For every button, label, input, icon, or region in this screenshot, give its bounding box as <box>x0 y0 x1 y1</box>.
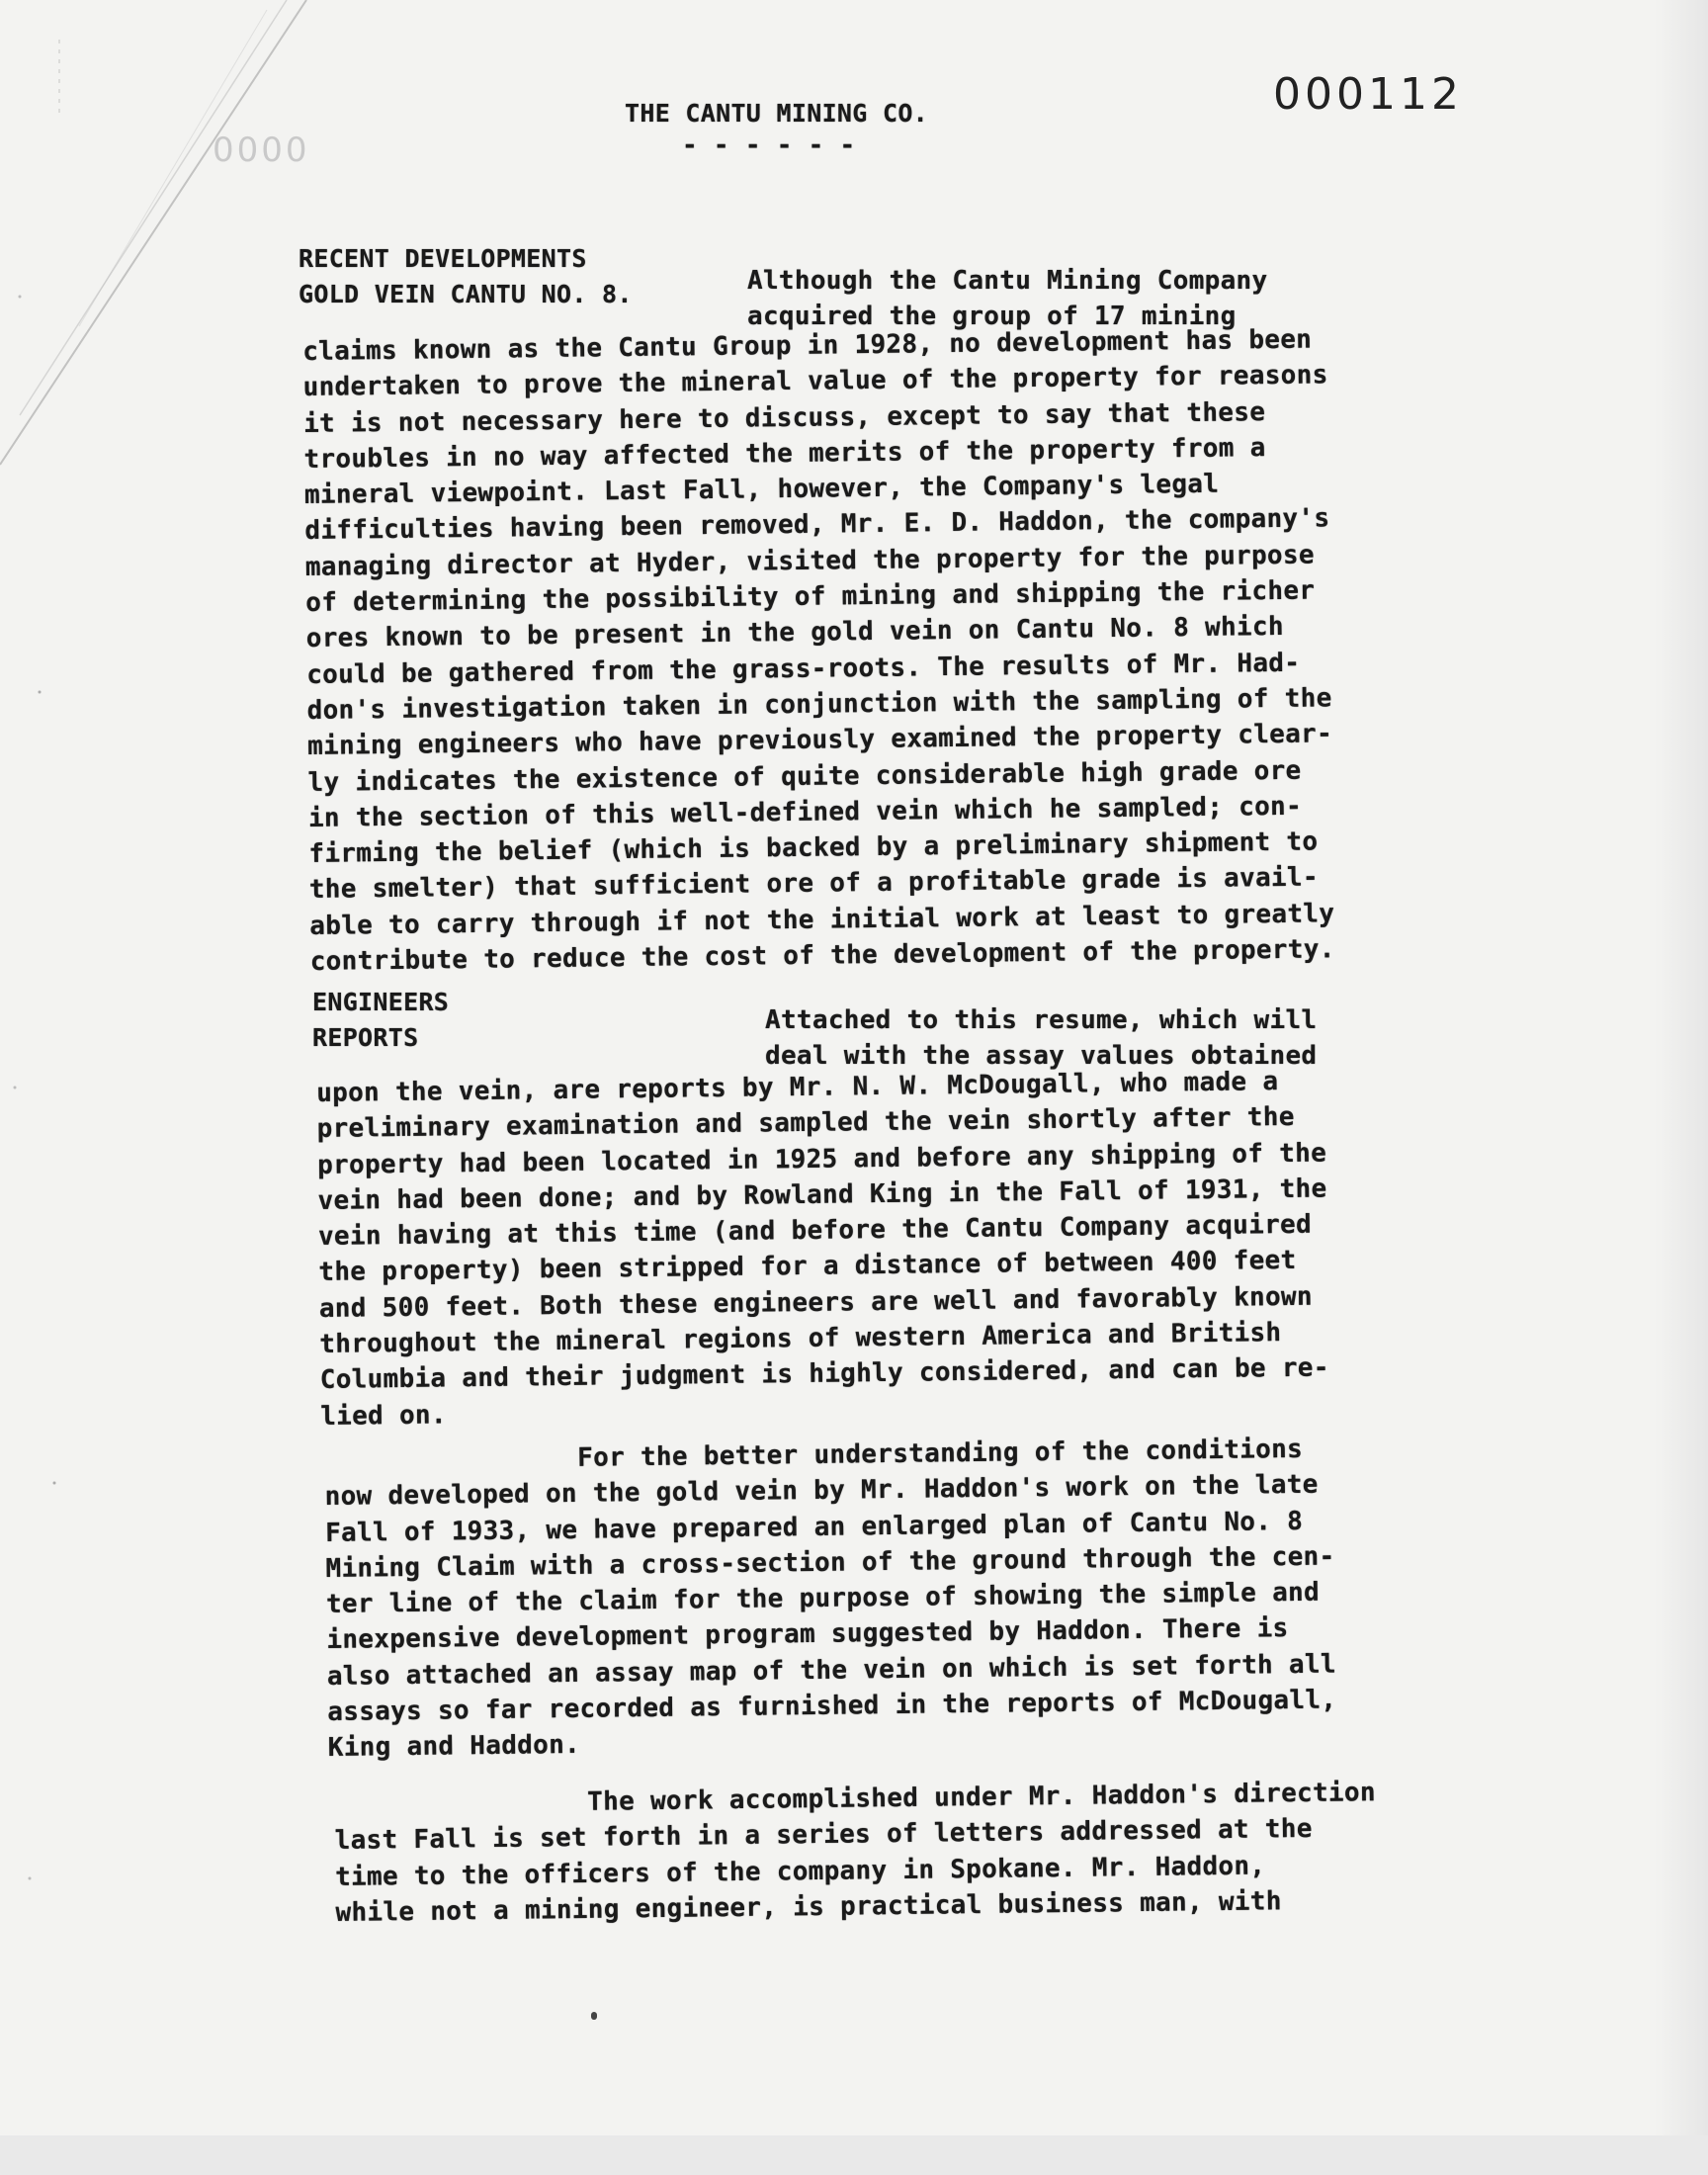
text-line: vein had been done; and by Rowland King in the Fall of 1931, the <box>317 1174 1327 1216</box>
text-line: firming the belief (which is backed by a preliminary shipment to <box>308 826 1319 870</box>
text-line: managing director at Hyder, visited the property for the purpose <box>304 540 1316 582</box>
lead-line: deal with the assay values obtained <box>765 1041 1318 1071</box>
text-line: claims known as the Cantu Group in 1928, no development has been <box>302 324 1313 367</box>
lead-line: acquired the group of 17 mining <box>747 302 1237 331</box>
section1-body <box>302 321 1335 980</box>
text-line: and 500 feet. Both these engineers are well and favorably known <box>318 1281 1314 1324</box>
text-line: Columbia and their judgment is highly considered, and can be re- <box>319 1352 1329 1396</box>
text-line: ter line of the claim for the purpose of showing the simple and <box>325 1577 1321 1620</box>
text-line: ly indicates the existence of quite considerable high grade ore <box>307 755 1302 798</box>
text-line: could be gathered from the grass-roots. The results of Mr. Had- <box>306 648 1301 690</box>
section2-body <box>316 1064 1329 1435</box>
text-line: vein having at this time (and before the Cantu Company acquired <box>317 1209 1313 1253</box>
ink-speck <box>591 2012 597 2020</box>
text-line: King and Haddon. <box>327 1730 581 1764</box>
text-line: the smelter) that sufficient ore of a profitable grade is avail- <box>308 862 1319 906</box>
section-heading-reports: REPORTS <box>312 1023 419 1052</box>
lead-line: Although the Cantu Mining Company <box>747 266 1268 296</box>
lead-line: Attached to this resume, which will <box>765 1005 1318 1035</box>
text-line: troubles in no way affected the merits of the property from a <box>303 432 1266 475</box>
text-line: Fall of 1933, we have prepared an enlarged plan of Cantu No. 8 <box>324 1506 1304 1548</box>
text-line: assays so far recorded as furnished in the reports of McDougall, <box>327 1685 1337 1728</box>
text-line: it is not necessary here to discuss, except to say that these <box>302 396 1266 439</box>
text-line: now developed on the gold vein by Mr. Haddon's work on the late <box>324 1470 1319 1513</box>
title-rule: - - - - - - <box>682 130 856 160</box>
text-line: ores known to be present in the gold vein on Cantu No. 8 which <box>305 612 1284 654</box>
text-line: in the section of this well-defined vein which he sampled; con- <box>307 791 1303 833</box>
section-heading-recent-developments: RECENT DEVELOPMENTS <box>299 244 587 273</box>
text-line: upon the vein, are reports by Mr. N. W. McDougall, who made a <box>316 1067 1279 1108</box>
paper-crease-lines <box>0 0 336 514</box>
text-line: contribute to reduce the cost of the development of the property. <box>309 934 1335 977</box>
text-line: of determining the possibility of mining and shipping the richer <box>305 575 1316 619</box>
text-line: Mining Claim with a cross-section of the ground through the cen- <box>325 1541 1335 1584</box>
page-right-edge <box>1655 0 1708 2175</box>
text-line: property had been located in 1925 and before any shipping of the <box>316 1138 1327 1180</box>
text-line: able to carry through if not the initial work at least to greatly <box>309 899 1335 941</box>
text-line: The work accomplished under Mr. Haddon's direction <box>587 1778 1376 1817</box>
text-line: time to the officers of the company in Spokane. Mr. Haddon, <box>334 1851 1266 1892</box>
text-line: last Fall is set forth in a series of letters addressed at the <box>334 1814 1313 1857</box>
text-line: preliminary examination and sampled the vein shortly after the <box>316 1102 1295 1145</box>
document-number: 000112 <box>1273 69 1463 120</box>
text-line: also attached an assay map of the vein on which is set forth all <box>326 1649 1337 1692</box>
text-line: difficulties having been removed, Mr. E. D. Haddon, the company's <box>304 503 1330 547</box>
paragraph-work-accomplished <box>334 1775 1377 1931</box>
company-title: THE CANTU MINING CO. <box>625 99 929 128</box>
text-line: mineral viewpoint. Last Fall, however, the Company's legal <box>303 469 1220 511</box>
text-line: undertaken to prove the mineral value of the property for reasons <box>302 360 1328 403</box>
text-line: For the better understanding of the conditions <box>577 1434 1304 1473</box>
text-line: while not a mining engineer, is practical business man, with <box>335 1886 1282 1928</box>
text-line: don's investigation taken in conjunction with the sampling of the <box>306 683 1332 726</box>
section-heading-engineers: ENGINEERS <box>312 988 450 1016</box>
section-heading-gold-vein: GOLD VEIN CANTU NO. 8. <box>299 280 633 308</box>
text-line: inexpensive development program suggested by Haddon. There is <box>326 1613 1289 1656</box>
text-line: the property) been stripped for a distance of between 400 feet <box>318 1246 1297 1288</box>
text-line: lied on. <box>320 1400 448 1432</box>
faint-stamp-number: 0000 <box>213 130 310 170</box>
paragraph-plan-description <box>324 1432 1337 1767</box>
text-line: throughout the mineral regions of western America and British <box>319 1318 1282 1360</box>
text-line: mining engineers who have previously examined the property clear- <box>306 719 1333 762</box>
page-bottom-edge <box>0 2135 1708 2175</box>
